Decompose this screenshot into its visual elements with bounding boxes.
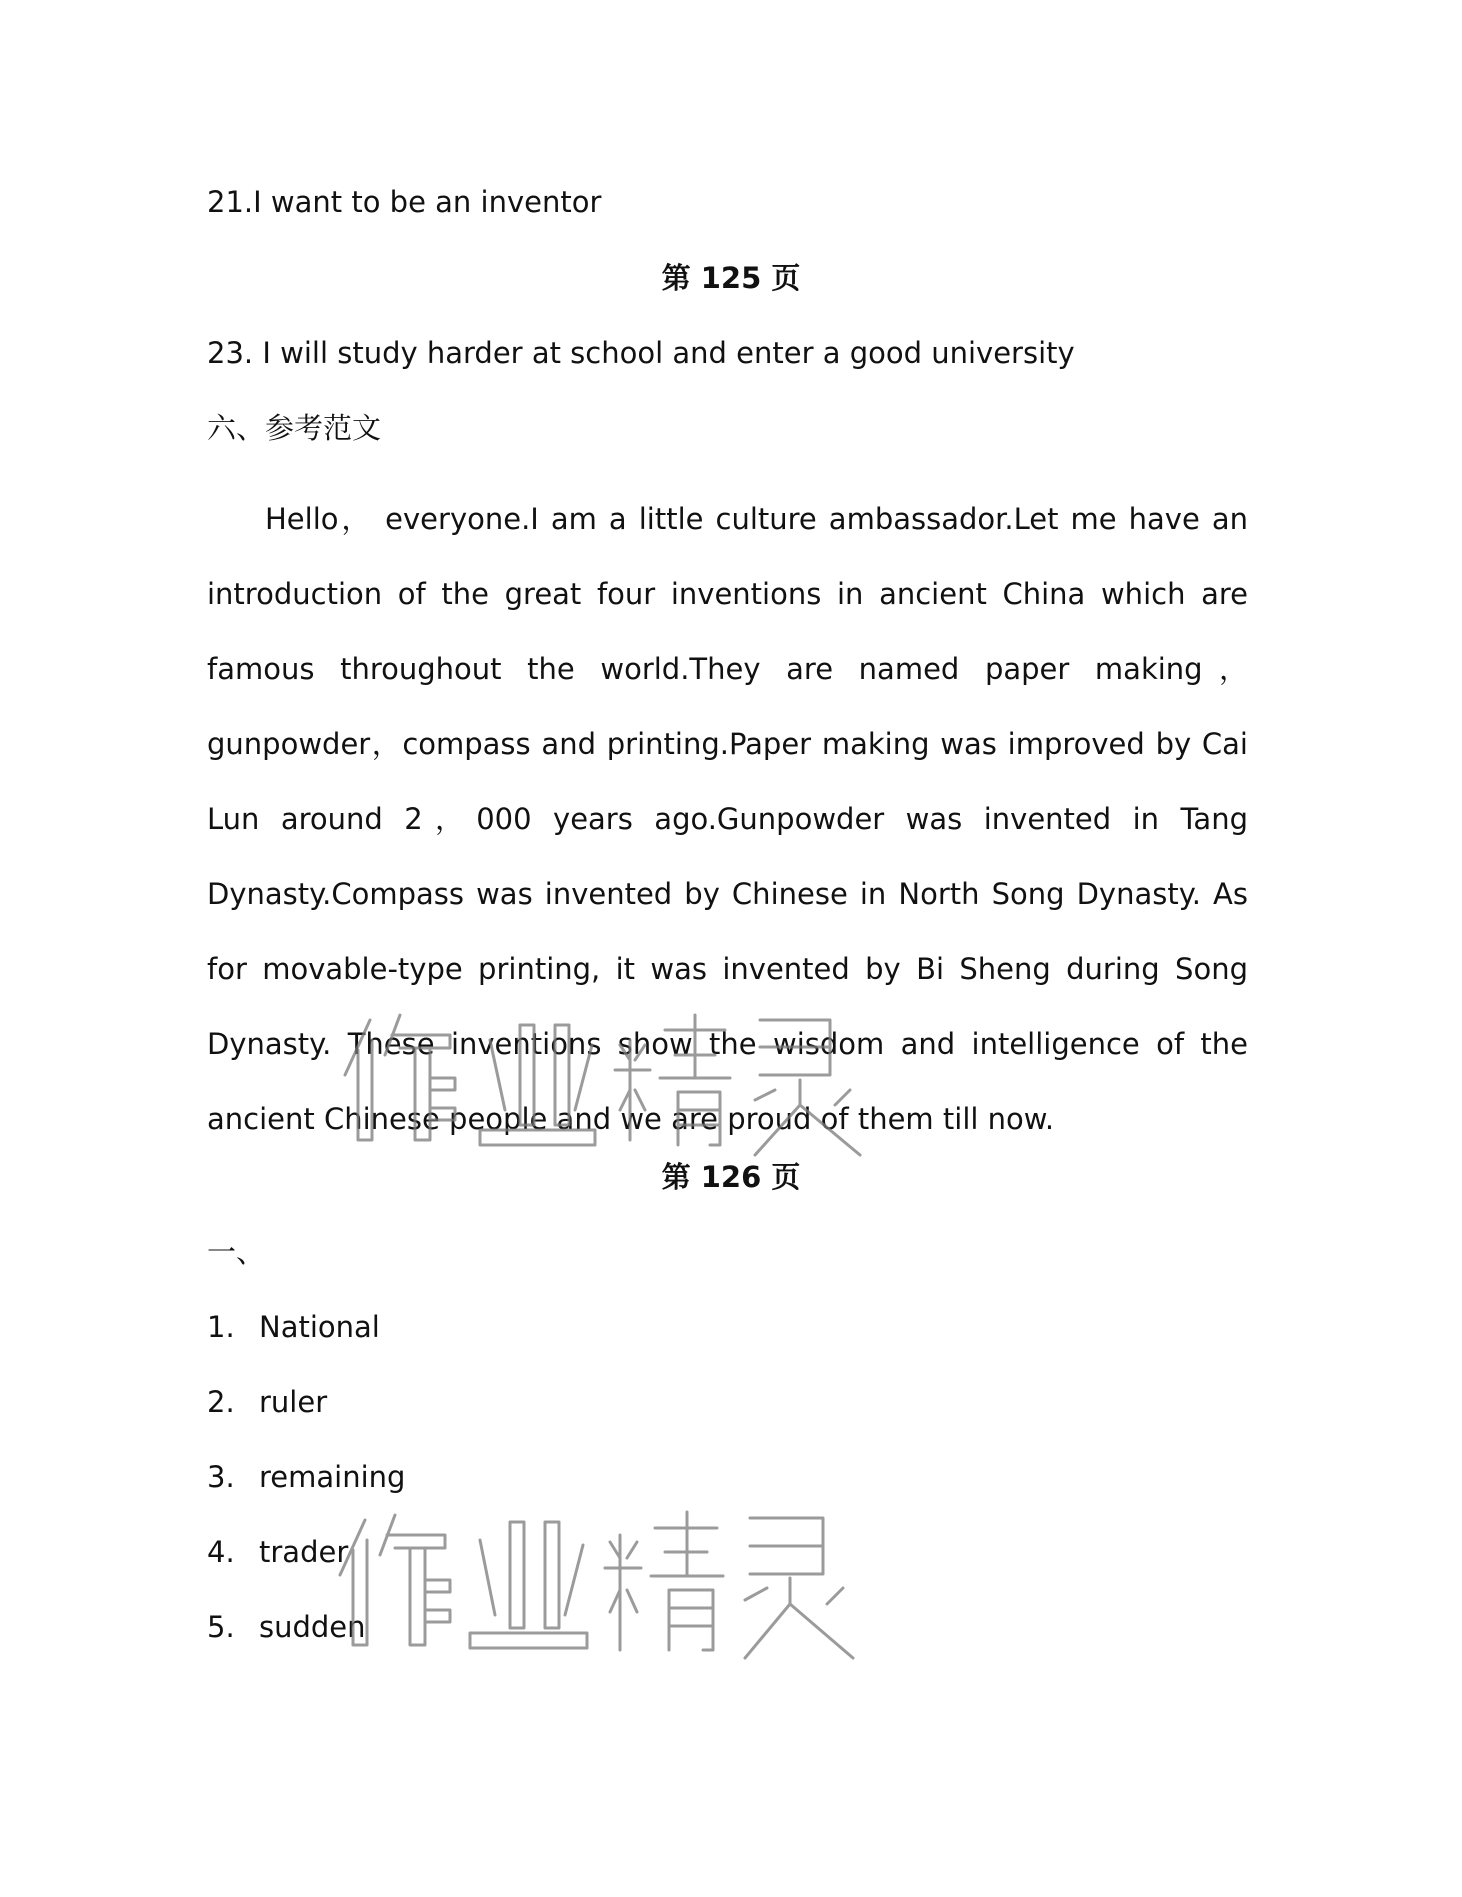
- list-item-word: sudden: [259, 1610, 366, 1644]
- answer-23: 23. I will study harder at school and enter a good university: [207, 336, 1075, 370]
- list-item-number: 2.: [207, 1385, 235, 1419]
- list-item-word: ruler: [259, 1385, 328, 1419]
- list-item: [207, 1307, 380, 1347]
- list-item-word: National: [259, 1310, 380, 1344]
- page-126-heading: 第 126 页: [661, 1160, 801, 1194]
- list-item-number: 5.: [207, 1610, 235, 1644]
- answer-21: 21.I want to be an inventor: [207, 185, 602, 219]
- list-item-number: 1.: [207, 1310, 235, 1344]
- list-item-number: 3.: [207, 1460, 235, 1494]
- list-item-word: remaining: [259, 1460, 406, 1494]
- list-item: [207, 1532, 348, 1572]
- section-six-heading: 六、参考范文: [207, 411, 382, 445]
- list-item: [207, 1607, 366, 1647]
- list-item-number: 4.: [207, 1535, 235, 1569]
- sample-essay: Hello， everyone.I am a little culture ambassador.Let me have an introduction of the great four inventions in ancient China which are famous throughout the world.They are named paper making，gunpowder，compass and printing.Paper making was improved by Cai Lun around 2，000 years ago.Gunpowder was invented in Tang Dynasty.Compass was invented by Chinese in North Song Dynasty. As for movable-type printing, it was invented by Bi Sheng during Song Dynasty. These inventions show the wisdom and intelligence of the ancient Chinese people and we are proud of them till now.: [207, 502, 1248, 1136]
- section-one-heading: 一、: [207, 1235, 266, 1269]
- watermark-logo: [325, 1500, 865, 1670]
- list-item: [207, 1382, 327, 1422]
- list-item: [207, 1457, 405, 1497]
- list-item-word: trader: [259, 1535, 349, 1569]
- page-125-heading: 第 125 页: [661, 261, 801, 295]
